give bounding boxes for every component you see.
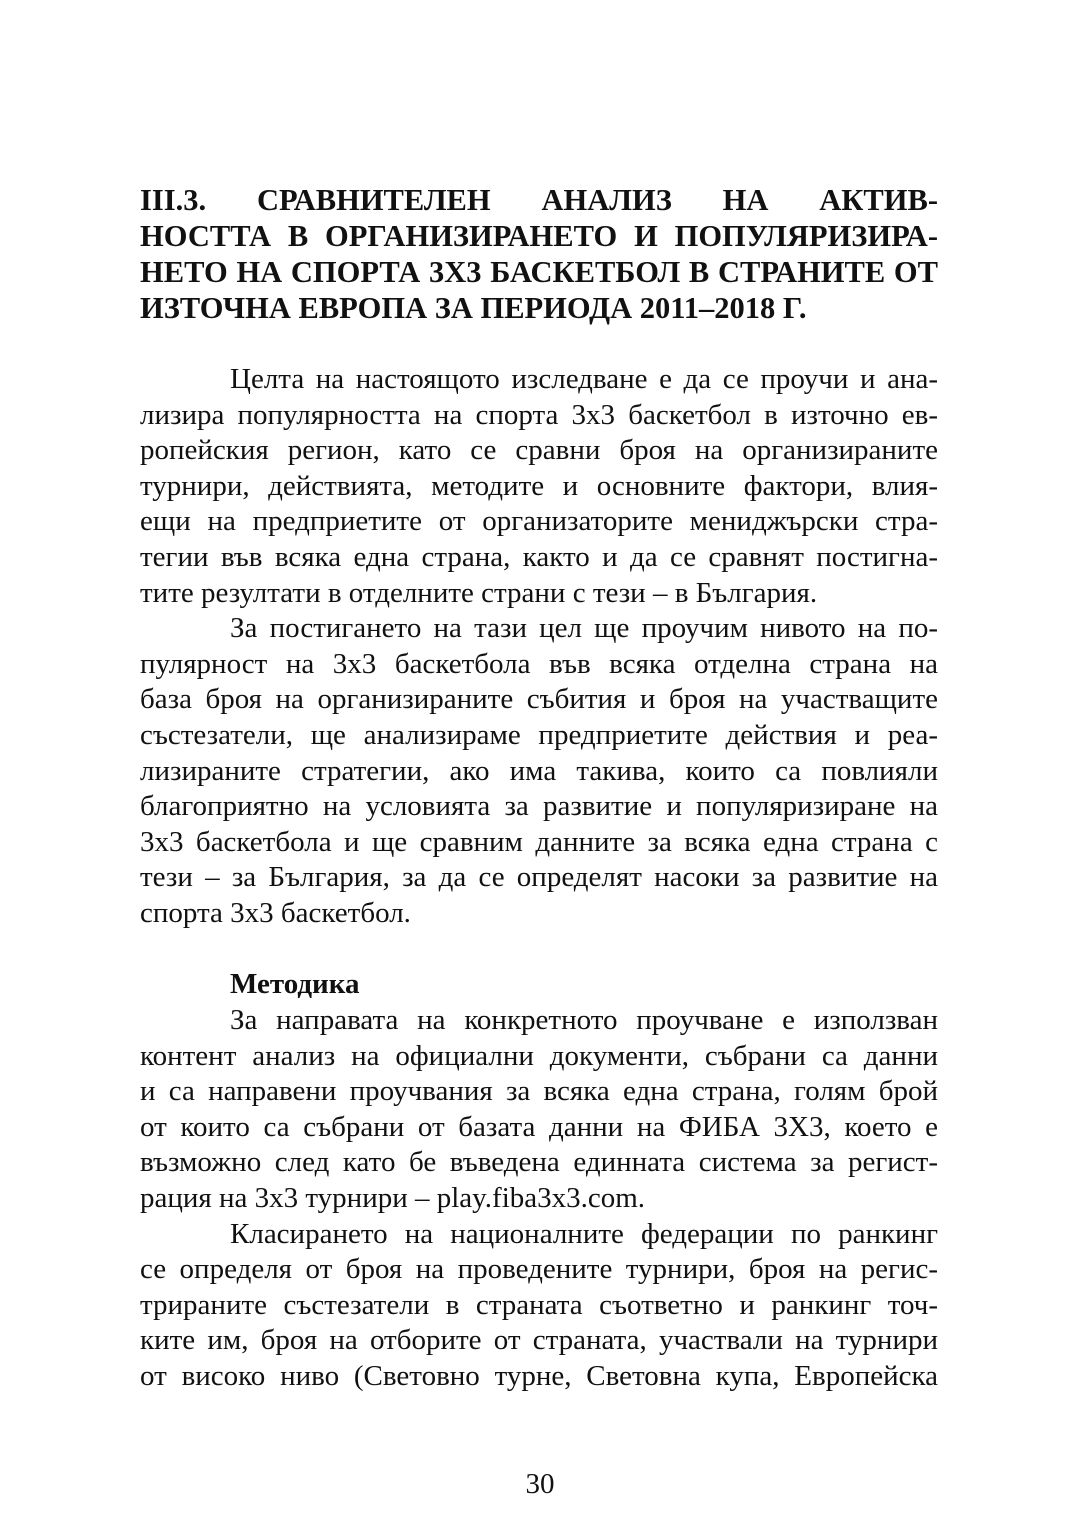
paragraph-line: За направата на конкретното проучване е използван <box>230 1004 938 1036</box>
heading-line: ИЗТОЧНА ЕВРОПА ЗА ПЕРИОДА 2011–2018 Г. <box>140 291 807 325</box>
paragraph-line: възможно след като бе въведена единната система за регист- <box>140 1146 938 1179</box>
paragraph-line: ещи на предприетите от организаторите мениджърски стра- <box>140 505 938 538</box>
chapter-heading <box>140 182 938 326</box>
paragraph-line: турнири, действията, методите и основните фактори, влия- <box>140 469 938 502</box>
paragraph-line: трираните състезатели в страната съответно и ранкинг точ- <box>140 1288 938 1321</box>
paragraph-line: тите резултати в отделните страни с тези – в България. <box>140 576 818 609</box>
paragraph-block <box>140 1003 938 1395</box>
heading-line: III.3. СРАВНИТЕЛЕН АНАЛИЗ НА АКТИВ- <box>140 183 938 217</box>
paragraph-line: лизираните стратегии, ако има такива, които са повлияли <box>140 754 938 787</box>
paragraph-line: тегии във всяка една страна, както и да се сравнят постигна- <box>140 540 938 573</box>
paragraph-line: от високо ниво (Световно турне, Световна купа, Европейска <box>140 1359 938 1392</box>
paragraph-goal <box>140 611 938 931</box>
paragraph-line: 3х3 баскетбола и ще сравним данните за всяка една страна с <box>140 825 938 858</box>
paragraph-aim <box>140 362 938 611</box>
paragraph-line: пулярност на 3х3 баскетбола във всяка отделна страна на <box>140 647 938 680</box>
paragraph-line: контент анализ на официални документи, събрани са данни <box>140 1039 938 1072</box>
paragraph-line: За постигането на тази цел ще проучим нивото на по- <box>230 612 938 645</box>
paragraph-line: и са направени проучвания за всяка една страна, голям брой <box>140 1075 938 1108</box>
paragraph-ranking <box>140 1217 938 1395</box>
paragraph-line: Целта на настоящото изследване е да се проучи и ана- <box>230 363 938 395</box>
paragraph-line: от които са събрани от базата данни на ФИБА 3Х3, което е <box>140 1110 938 1143</box>
section-heading-methodology: Методика <box>230 968 360 1000</box>
paragraph-line: състезатели, ще анализираме предприетите действия и реа- <box>140 718 938 751</box>
paragraph-line: благоприятно на условията за развитие и популяризиране на <box>140 790 938 823</box>
paragraph-line: рация на 3х3 турнири – play.fiba3x3.com. <box>140 1181 646 1214</box>
paragraph-line: ропейския регион, като се сравни броя на организираните <box>140 434 938 467</box>
paragraph-line: се определя от броя на проведените турнири, броя на регис- <box>140 1253 938 1286</box>
document-page <box>140 0 938 1532</box>
heading-line: НОСТТА В ОРГАНИЗИРАНЕТО И ПОПУЛЯРИЗИРА- <box>140 219 938 253</box>
heading-line: НЕТО НА СПОРТА 3Х3 БАСКЕТБОЛ В СТРАНИТЕ ОТ <box>140 255 938 289</box>
paragraph-method <box>140 1003 938 1217</box>
paragraph-line: спорта 3х3 баскетбол. <box>140 896 411 929</box>
paragraph-line: лизира популярността на спорта 3х3 баскетбол в източно ев- <box>140 398 938 431</box>
paragraph-line: тези – за България, за да се определят насоки за развитие на <box>140 861 938 894</box>
page-number: 30 <box>525 1468 555 1500</box>
paragraph-line: база броя на организираните събития и броя на участващите <box>140 683 938 716</box>
paragraph-line: Класирането на националните федерации по ранкинг <box>230 1217 938 1250</box>
paragraph-line: ките им, броя на отборите от страната, участвали на турнири <box>140 1324 938 1357</box>
paragraph-block <box>140 362 938 932</box>
